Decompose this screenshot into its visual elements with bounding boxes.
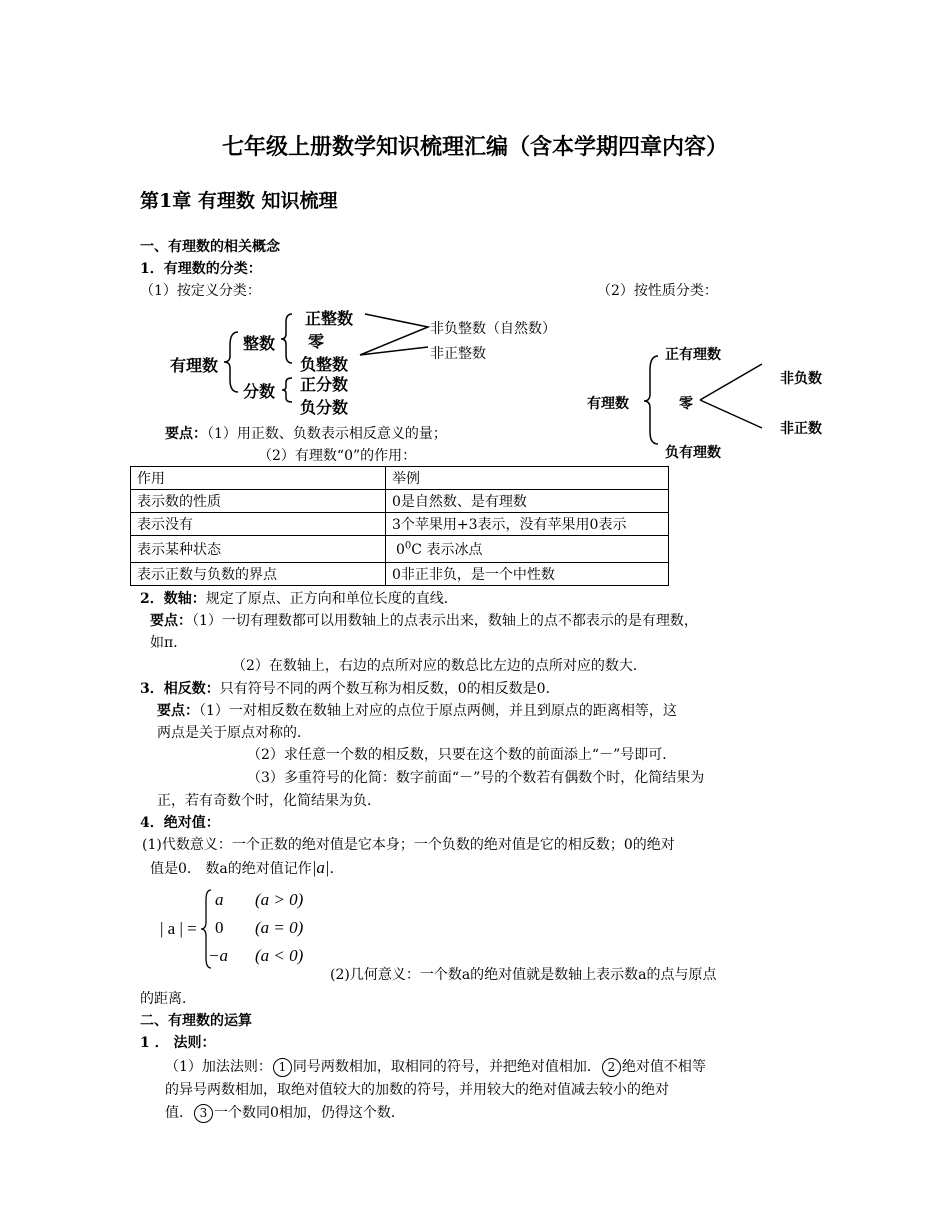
table-row — [131, 513, 669, 536]
diagram1-nonnegative-integer: 非负整数（自然数） — [430, 321, 556, 337]
table-cell: 0是自然数、是有理数 — [386, 490, 669, 513]
diagram1-fraction: 分数 — [243, 382, 276, 401]
diagram1-nonpositive-integer: 非正整数 — [430, 346, 486, 362]
addition-rule-3: 一个数同0相加，仍得这个数． — [214, 1105, 405, 1121]
table-header-cell: 举例 — [386, 467, 669, 490]
item-3-kp2: （2）求任意一个数的相反数，只要在这个数的前面添上“－”号即可． — [247, 747, 677, 763]
diagram2-positive: 正有理数 — [665, 347, 721, 363]
section-2-item-1: 1 ． 法则： — [140, 1035, 216, 1051]
item-2-label: 2．数轴： — [140, 591, 206, 607]
table-row — [131, 490, 669, 513]
keypoint-label: 要点： — [165, 426, 207, 442]
section-heading-2: 二、有理数的运算 — [140, 1013, 252, 1029]
diagram1-root: 有理数 — [170, 356, 219, 375]
diagram2-root: 有理数 — [587, 396, 629, 412]
by-property-label: （2）按性质分类： — [597, 283, 718, 299]
table-cell: 表示某种状态 — [131, 536, 386, 563]
item-3-kp1a-text: （1）一对相反数在数轴上对应的点位于原点两侧，并且到原点的距离相等，这 — [199, 703, 677, 719]
item-3-label: 3．相反数： — [140, 681, 220, 697]
item-4-geometric-a: (2)几何意义：一个数a的绝对值就是数轴上表示数a的点与原点 — [330, 967, 717, 983]
case-1-condition: (a > 0) — [255, 890, 304, 909]
case-2-value: 0 — [215, 918, 224, 937]
table-cell: 表示正数与负数的界点 — [131, 563, 386, 586]
diagram1-negative-fraction: 负分数 — [300, 398, 349, 417]
table-row — [131, 563, 669, 586]
addition-rule-line-3 — [165, 1102, 405, 1123]
item-2-kp1a-text: （1）一切有理数都可以用数轴上的点表示出来，数轴上的点不都表示的是有理数， — [192, 613, 698, 629]
item-2-kp2: （2）在数轴上，右边的点所对应的数总比左边的点所对应的数大． — [232, 658, 647, 674]
degree-number: 0 — [396, 542, 405, 558]
case-3-value: −a — [208, 946, 228, 965]
table-cell: 表示数的性质 — [131, 490, 386, 513]
item-3-kp-label: 要点： — [157, 703, 199, 719]
table-cell — [386, 536, 669, 563]
diagram2-nonpositive: 非正数 — [780, 421, 822, 437]
period: ． — [329, 861, 344, 877]
circled-number-3: 3 — [194, 1104, 213, 1123]
table-header-cell: 作用 — [131, 467, 386, 490]
table-cell: 表示没有 — [131, 513, 386, 536]
diagram1-integer: 整数 — [243, 334, 276, 353]
item-3-text: 只有符号不同的两个数互称为相反数，0的相反数是0． — [219, 681, 560, 697]
item-2-text: 规定了原点、正方向和单位长度的直线． — [205, 591, 458, 607]
formula-lhs: | a | = — [160, 919, 197, 938]
chapter-heading: 第1章 有理数 知识梳理 — [140, 190, 338, 212]
table-header-row — [131, 467, 669, 490]
diagram2-nonnegative: 非负数 — [780, 371, 822, 387]
case-3-condition: (a < 0) — [255, 946, 304, 965]
item-2-kp-label: 要点： — [150, 613, 192, 629]
table-cell: 3个苹果用+3表示，没有苹果用0表示 — [386, 513, 669, 536]
item-3-kp1b: 两点是关于原点对称的． — [157, 725, 311, 741]
diagram2-negative: 负有理数 — [665, 445, 721, 461]
section-heading-1: 一、有理数的相关概念 — [140, 239, 280, 255]
diagram1-positive-integer: 正整数 — [305, 309, 354, 328]
diagram2-zero: 零 — [679, 396, 693, 412]
diagram1-negative-integer: 负整数 — [300, 355, 349, 374]
case-1-value: a — [215, 890, 224, 909]
addition-rule-line-3-prefix: 值． — [165, 1105, 193, 1121]
keypoint-1 — [165, 423, 447, 443]
keypoint-2: （2）有理数“0”的作用： — [258, 448, 417, 464]
item-3-kp3b: 正，若有奇数个时，化简结果为负． — [157, 793, 381, 809]
diagram1-zero: 零 — [308, 332, 325, 351]
item-4-geometric-b: 的距离． — [140, 991, 196, 1007]
circled-number-2: 2 — [602, 1058, 621, 1077]
table-row — [131, 536, 669, 563]
diagram1-positive-fraction: 正分数 — [300, 375, 349, 394]
item-2 — [140, 588, 458, 608]
addition-rule-2a: 绝对值不相等 — [621, 1059, 706, 1075]
item-4-algebraic-b — [150, 858, 344, 878]
degree-text: C 表示冰点 — [411, 542, 483, 558]
case-2-condition: (a = 0) — [255, 918, 304, 937]
item-3-kp1a — [157, 700, 677, 720]
item-2-kp1b: 如π． — [150, 635, 188, 651]
page-title: 七年级上册数学知识梳理汇编（含本学期四章内容） — [221, 134, 728, 160]
item-1-heading: 1．有理数的分类： — [140, 261, 262, 277]
keypoint-1-text: （1）用正数、负数表示相反意义的量； — [207, 426, 447, 442]
circled-number-1: 1 — [273, 1058, 292, 1077]
by-definition-label: （1）按定义分类： — [140, 283, 261, 299]
item-3 — [140, 678, 560, 698]
addition-rule-prefix: （1）加法法则： — [165, 1059, 272, 1075]
item-3-kp3a: （3）多重符号的化简：数字前面“－”号的个数若有偶数个时，化简结果为 — [247, 770, 705, 786]
zero-usage-table — [130, 466, 669, 586]
addition-rule-line-2: 的异号两数相加，取绝对值较大的加数的符号，并用较大的绝对值减去较小的绝对 — [165, 1082, 669, 1098]
addition-rule-line-1 — [165, 1056, 706, 1077]
table-cell: 0非正非负，是一个中性数 — [386, 563, 669, 586]
item-4-algebraic-a: (1)代数意义：一个正数的绝对值是它本身；一个负数的绝对值是它的相反数；0的绝对 — [142, 837, 675, 853]
degree-superscript: 0 — [404, 540, 412, 552]
item-2-kp1a — [150, 610, 698, 630]
addition-rule-1: 同号两数相加，取相同的符号，并把绝对值相加． — [292, 1059, 601, 1075]
item-4-algebraic-b-text: 值是0． 数a的绝对值记作 — [150, 861, 312, 877]
abs-a-notation: |a| — [311, 858, 330, 877]
item-4-label: 4．绝对值： — [140, 815, 220, 831]
